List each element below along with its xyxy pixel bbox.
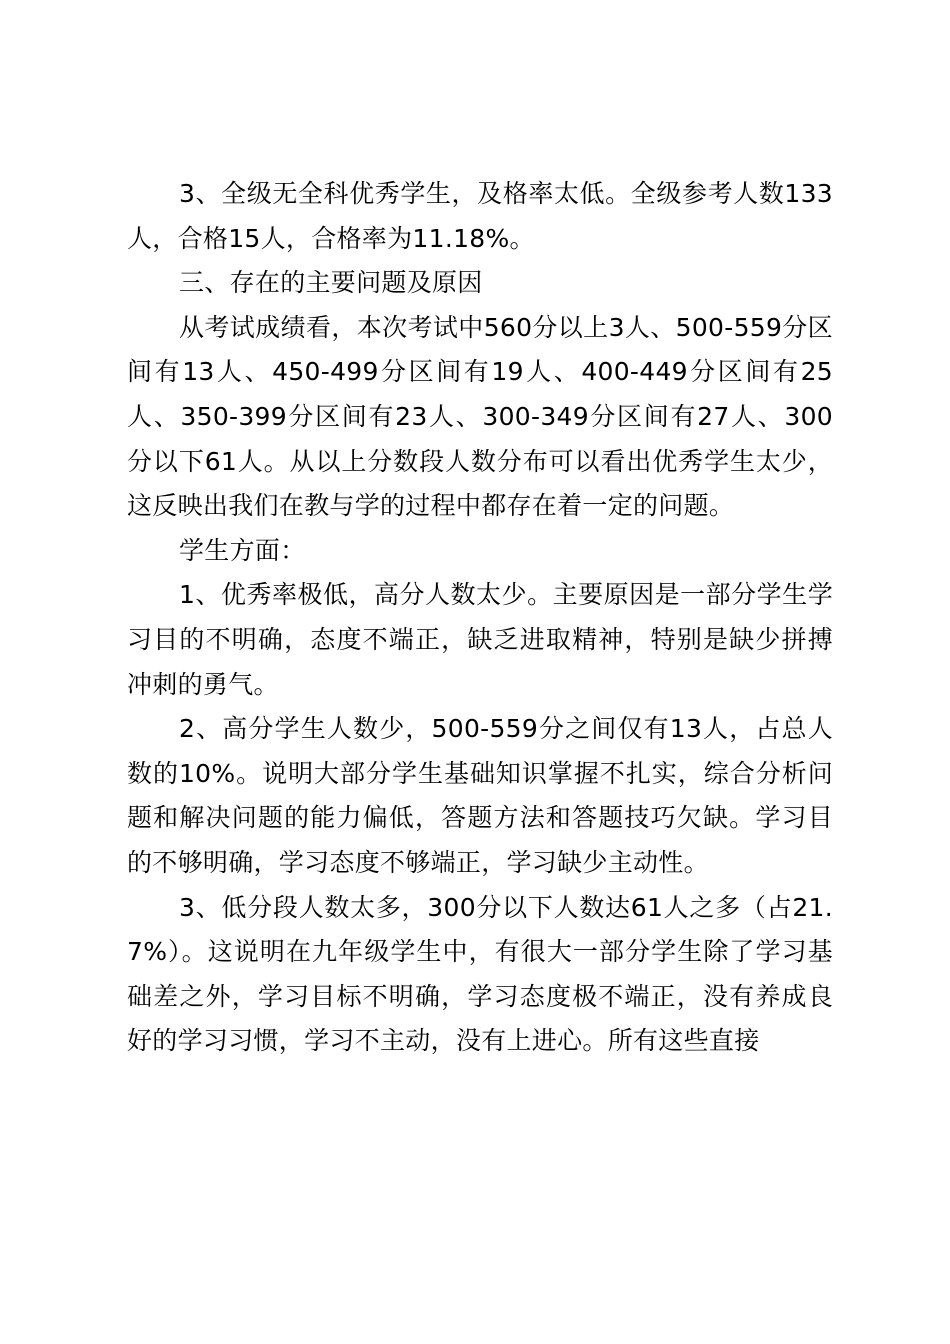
document-body <box>127 172 833 1064</box>
subheading-students: 学生方面： <box>179 535 306 565</box>
paragraph-score-distribution: 从考试成绩看，本次考试中560分以上3人、500-559分区间有13人、450-499分区间有19人、400-449分区间有25人、350-399分区间有23人、300-349分区间有27人、300分以下61人。从以上分数段人数分布可以看出优秀学生太少，这反映出我们在教与学的过程中都存在着一定的问题。 <box>127 312 833 521</box>
section-heading-problems: 三、存在的主要问题及原因 <box>179 268 483 298</box>
paragraph-point-3: 3、低分段人数太多，300分以下人数达61人之多（占21.7%）。这说明在九年级学生中，有很大一部分学生除了学习基础差之外，学习目标不明确，学习态度极不端正，没有养成良好的学习习惯，学习不主动，没有上进心。所有这些直接 <box>127 892 833 1056</box>
paragraph-pass-rate: 3、全级无全科优秀学生，及格率太低。全级参考人数133人，合格15人，合格率为11.18%。 <box>127 179 833 253</box>
paragraph-point-1: 1、优秀率极低，高分人数太少。主要原因是一部分学生学习目的不明确，态度不端正，缺乏进取精神，特别是缺少拼搏冲刺的勇气。 <box>127 580 833 699</box>
paragraph-point-2: 2、高分学生人数少，500-559分之间仅有13人，占总人数的10%。说明大部分学生基础知识掌握不扎实，综合分析问题和解决问题的能力偏低，答题方法和答题技巧欠缺。学习目的不够明确，学习态度不够端正，学习缺少主动性。 <box>127 714 833 877</box>
